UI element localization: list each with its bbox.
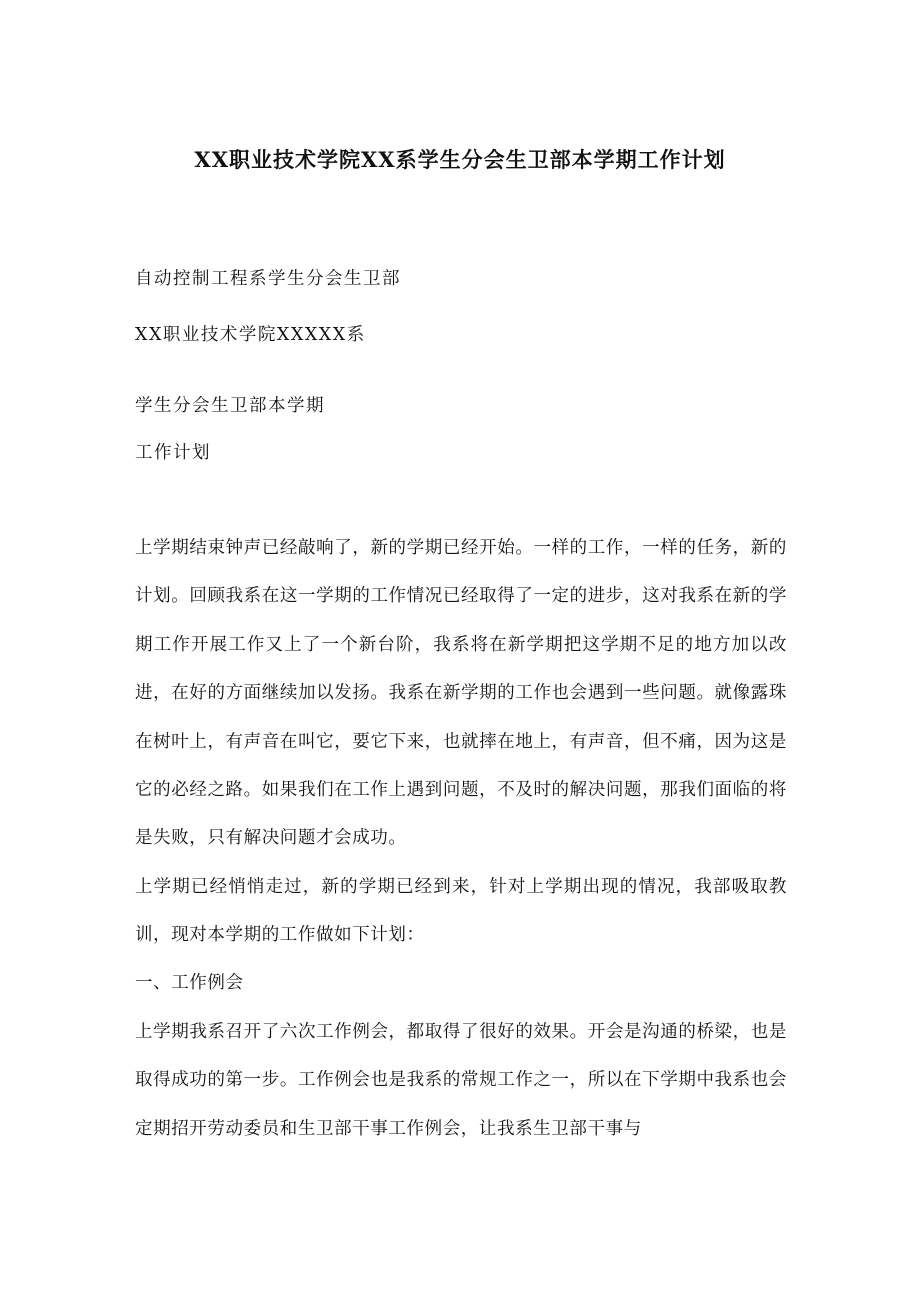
- paragraph-intro: 上学期结束钟声已经敲响了，新的学期已经开始。一样的工作，一样的任务，新的计划。回顾我系在这一学期的工作情况已经取得了一定的进步，这对我系在新的学期工作开展工作又上了一个新台阶，我系将在新学期把这学期不足的地方加以改进，在好的方面继续加以发扬。我系在新学期的工作也会遇到一些问题。就像露珠在树叶上，有声音在叫它，要它下来，也就摔在地上，有声音，但不痛，因为这是它的必经之路。如果我们在工作上遇到问题，不及时的解决问题，那我们面临的将是失败，只有解决问题才会成功。: [135, 538, 787, 849]
- header-line-department: 自动控制工程系学生分会生卫部: [135, 269, 401, 289]
- header-line-union: 学生分会生卫部本学期: [135, 396, 325, 416]
- header-line-plan: 工作计划: [135, 443, 211, 463]
- document-title: XX职业技术学院XX系学生分会生卫部本学期工作计划: [194, 147, 726, 172]
- paragraph-summary: 上学期已经悄悄走过，新的学期已经到来，针对上学期出现的情况，我部吸取教训，现对本学期的工作做如下计划：: [135, 877, 787, 946]
- header-line-college: XX职业技术学院XXXXX系: [135, 325, 366, 345]
- paragraph-work-meeting: 上学期我系召开了六次工作例会，都取得了很好的效果。开会是沟通的桥梁，也是取得成功的第一步。工作例会也是我系的常规工作之一，所以在下学期中我系也会定期招开劳动委员和生卫部干事工作例会，让我系生卫部干事与: [135, 1022, 787, 1139]
- section-heading-work-meeting: 一、工作例会: [135, 973, 244, 993]
